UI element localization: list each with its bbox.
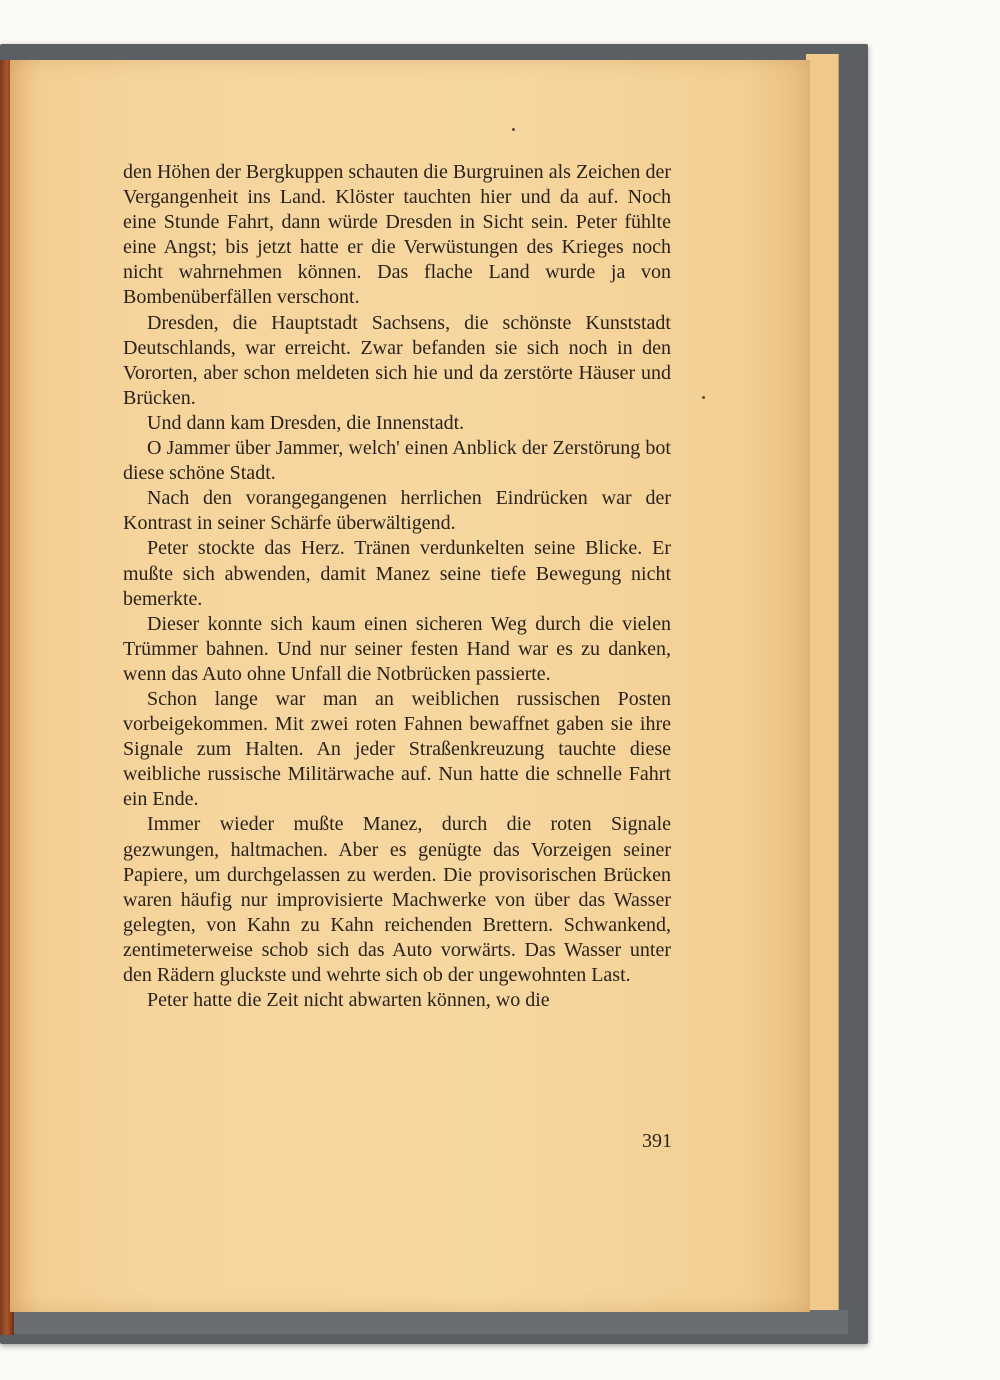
paragraph-4: O Jammer über Jammer, welch' einen Anblick der Zerstörung bot diese schöne Stadt.	[123, 437, 671, 485]
paper-speck	[512, 128, 515, 131]
paragraph-2: Dresden, die Hauptstadt Sachsens, die schönste Kunststadt Deutschlands, war erreicht. Zwar befanden sie sich noch in den Vororten, aber schon meldeten sich hie und da zerstörte Häuser und Brücken.	[123, 311, 671, 409]
body-text	[123, 160, 671, 1013]
paragraph-1: den Höhen der Bergkuppen schauten die Burgruinen als Zeichen der Vergangenheit ins Land. Klöster tauchten hier und da auf. Noch eine Stunde Fahrt, dann würde Dresden in Sicht sein. Peter fühlte eine Angst; bis jetzt hatte er die Verwüstungen des Krieges noch nicht wahrnehmen können. Das flache Land wurde ja von Bombenüberfällen verschont.	[123, 161, 671, 309]
paragraph-10: Peter hatte die Zeit nicht abwarten können, wo die	[147, 989, 550, 1012]
book-cover-bottom-edge	[0, 1310, 848, 1334]
paragraph-6: Peter stockte das Herz. Tränen verdunkelten seine Blicke. Er mußte sich abwenden, damit Manez seine tiefe Bewegung nicht bemerkte.	[123, 537, 671, 610]
paragraph-8: Schon lange war man an weiblichen russischen Posten vorbeigekommen. Mit zwei roten Fahnen bewaffnet gaben sie ihre Signale zum Halten. An jeder Straßenkreuzung tauchte diese weibliche russische Militärwache auf. Nun hatte die schnelle Fahrt ein Ende.	[123, 687, 671, 811]
page-number: 391	[642, 1130, 672, 1152]
paragraph-7: Dieser konnte sich kaum einen sicheren Weg durch die vielen Trümmer bahnen. Und nur seiner festen Hand war es zu danken, wenn das Auto ohne Unfall die Notbrücken passierte.	[123, 612, 671, 685]
paragraph-5: Nach den vorangegangenen herrlichen Eindrücken war der Kontrast in seiner Schärfe überwältigend.	[123, 487, 671, 535]
paragraph-9: Immer wieder mußte Manez, durch die roten Signale gezwungen, haltmachen. Aber es genügte das Vorzeigen seiner Papiere, um durchgelassen zu werden. Die provisorischen Brücken waren häufig nur improvisierte Machwerke von über das Wasser gelegten, von Kahn zu Kahn reichenden Brettern. Schwankend, zentimeterweise schob sich das Auto vorwärts. Das Wasser unter den Rädern gluckste und wehrte sich ob der ungewohnten Last.	[123, 813, 671, 986]
page-edge-stack	[830, 54, 839, 1310]
paragraph-3: Und dann kam Dresden, die Innenstadt.	[147, 411, 465, 434]
paper-speck	[702, 396, 705, 399]
